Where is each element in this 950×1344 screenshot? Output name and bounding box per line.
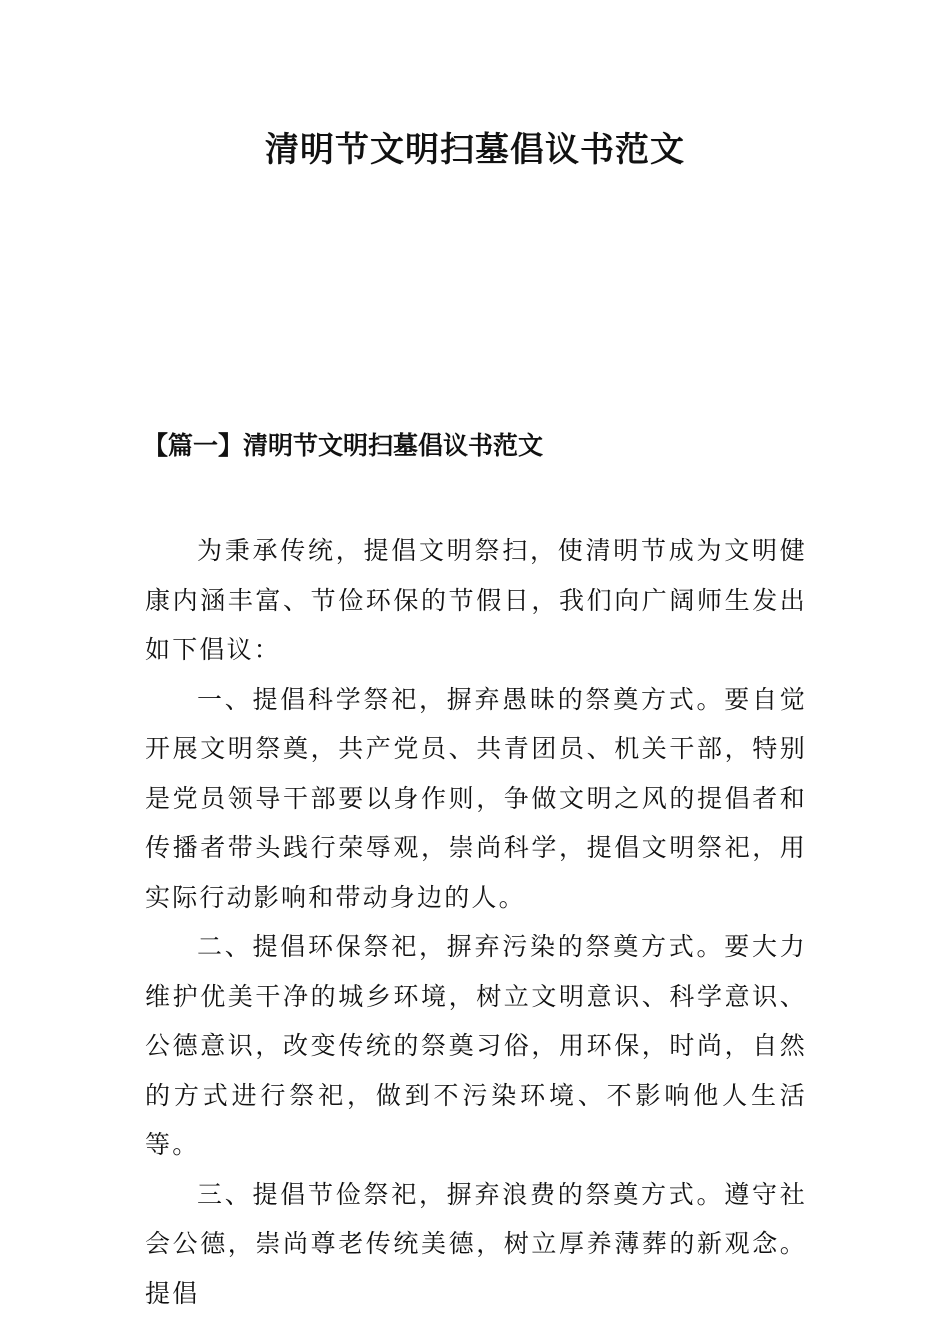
section-heading: 【篇一】清明节文明扫墓倡议书范文: [143, 431, 544, 460]
paragraph-item-3: 三、提倡节俭祭祀，摒弃浪费的祭奠方式。遵守社会公德，崇尚尊老传统美德，树立厚养薄葬的新观念。提倡: [145, 1179, 807, 1308]
paragraph-item-2: 二、提倡环保祭祀，摒弃污染的祭奠方式。要大力维护优美干净的城乡环境，树立文明意识、科学意识、公德意识，改变传统的祭奠习俗，用环保，时尚，自然的方式进行祭祀，做到不污染环境、不影响他人生活等。: [145, 932, 807, 1159]
paragraph-item-1: 一、提倡科学祭祀，摒弃愚昧的祭奠方式。要自觉开展文明祭奠，共产党员、共青团员、机关干部，特别是党员领导干部要以身作则，争做文明之风的提倡者和传播者带头践行荣辱观，崇尚科学，提倡文明祭祀，用实际行动影响和带动身边的人。: [145, 684, 807, 912]
paragraph-intro: 为秉承传统，提倡文明祭扫，使清明节成为文明健康内涵丰富、节俭环保的节假日，我们向广阔师生发出如下倡议：: [145, 536, 807, 664]
document-title: 清明节文明扫墓倡议书范文: [265, 130, 685, 170]
document-body: [145, 526, 807, 1318]
